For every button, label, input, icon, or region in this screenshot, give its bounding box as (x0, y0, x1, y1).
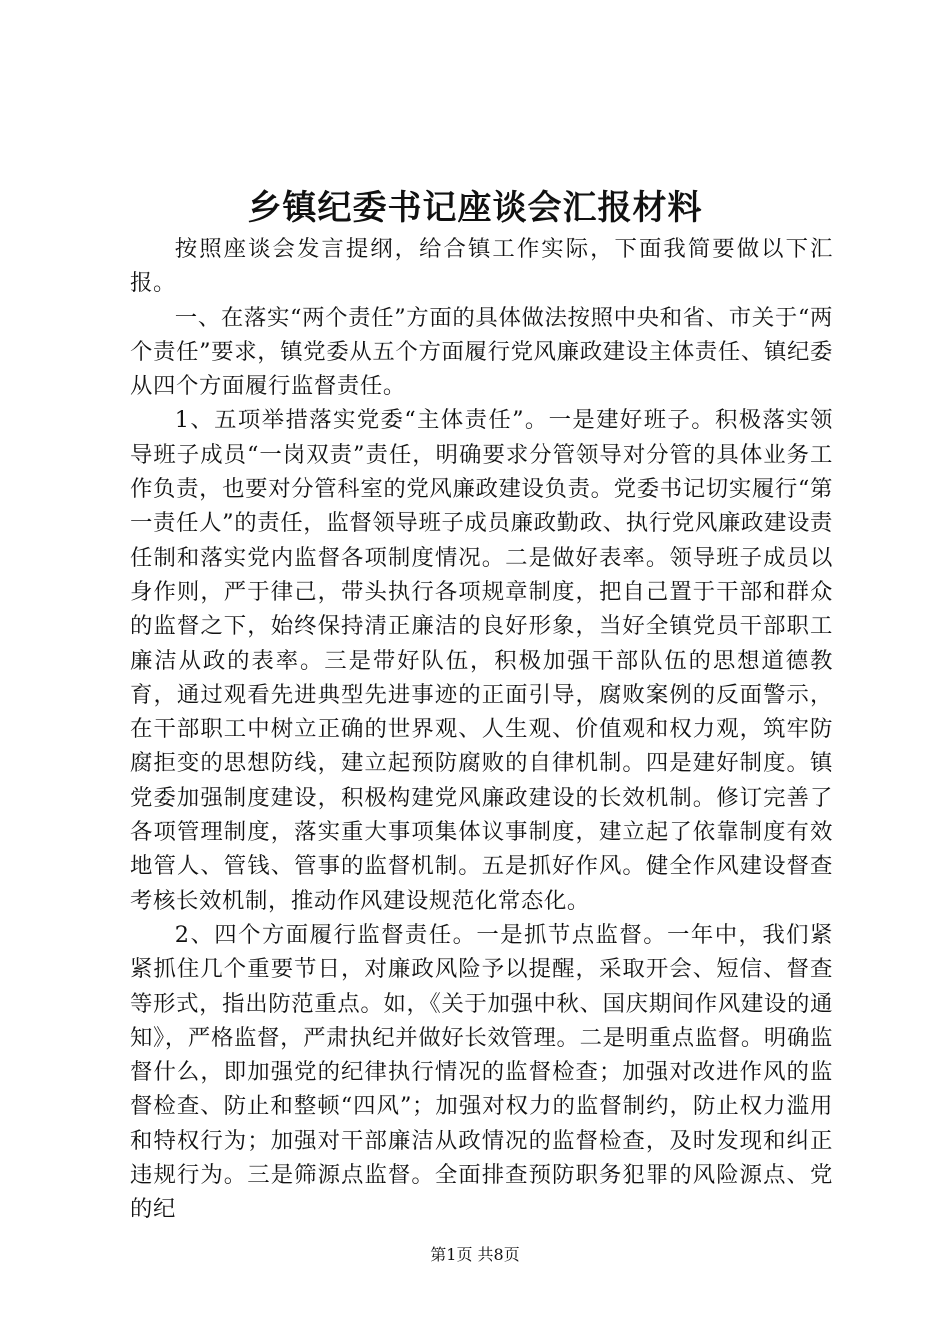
page-footer: 第1页 共8页 (430, 1245, 520, 1264)
paragraph-item-one: 1、五项举措落实党委“主体责任”。一是建好班子。积极落实领导班子成员“一岗双责”责任，明确要求分管领导对分管的具体业务工作负责，也要对分管科室的党风廉政建设负责。党委书记切实履行“第一责任人”的责任，监督领导班子成员廉政勤政、执行党风廉政建设责任制和落实党内监督各项制度情况。二是做好表率。领导班子成员以身作则，严于律己，带头执行各项规章制度，把自己置于干部和群众的监督之下，始终保持清正廉洁的良好形象，当好全镇党员干部职工廉洁从政的表率。三是带好队伍，积极加强干部队伍的思想道德教育，通过观看先进典型先进事迹的正面引导，腐败案例的反面警示，在干部职工中树立正确的世界观、人生观、价值观和权力观，筑牢防腐拒变的思想防线，建立起预防腐败的自律机制。四是建好制度。镇党委加强制度建设，积极构建党风廉政建设的长效机制。修订完善了各项管理制度，落实重大事项集体议事制度，建立起了依靠制度有效地管人、管钱、管事的监督机制。五是抓好作风。健全作风建设督查考核长效机制，推动作风建设规范化常态化。 (130, 407, 833, 914)
document-title: 乡镇纪委书记座谈会汇报材料 (247, 188, 703, 228)
paragraph-section-one: 一、在落实“两个责任”方面的具体做法按照中央和省、市关于“两个责任”要求，镇党委从五个方面履行党风廉政建设主体责任、镇纪委从四个方面履行监督责任。 (130, 304, 833, 400)
document-body (130, 232, 833, 1227)
paragraph-item-two: 2、四个方面履行监督责任。一是抓节点监督。一年中，我们紧紧抓住几个重要节日，对廉政风险予以提醒，采取开会、短信、督查等形式，指出防范重点。如，《关于加强中秋、国庆期间作风建设的通知》，严格监督，严肃执纪并做好长效管理。二是明重点监督。明确监督什么，即加强党的纪律执行情况的监督检查；加强对改进作风的监督检查、防止和整顿“四风”；加强对权力的监督制约，防止权力滥用和特权行为；加强对干部廉洁从政情况的监督检查，及时发现和纠正违规行为。三是筛源点监督。全面排查预防职务犯罪的风险源点、党的纪 (130, 921, 833, 1223)
paragraph-intro: 按照座谈会发言提纲，给合镇工作实际，下面我简要做以下汇报。 (130, 236, 833, 297)
